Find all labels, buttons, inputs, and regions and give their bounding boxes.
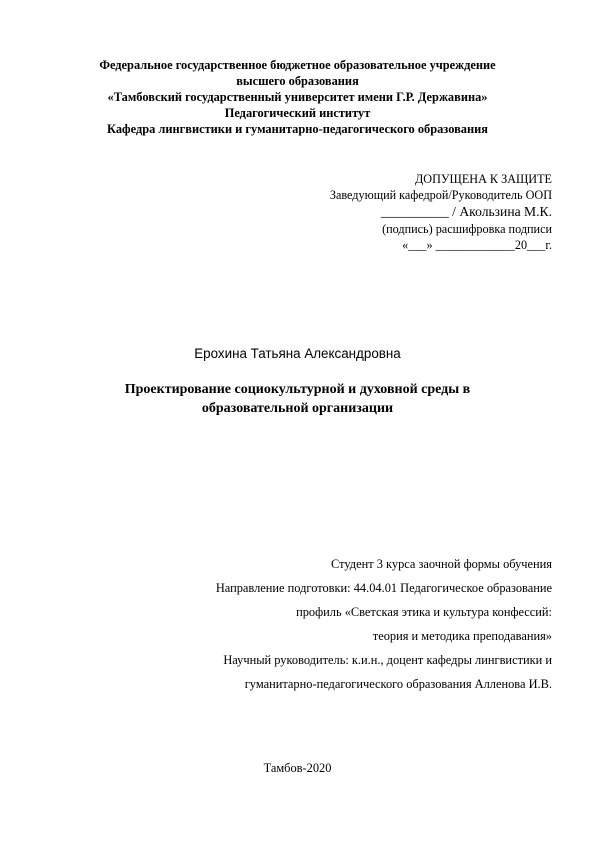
institution-type: Федеральное государственное бюджетное образовательное учреждение [99,58,496,72]
institution-level: высшего образования [236,74,359,88]
approval-position: Заведующий кафедрой/Руководитель ООП [329,188,552,202]
university-name: «Тамбовский государственный университет имени Г.Р. Державина» [107,90,488,104]
thesis-title-line-2: образовательной организации [201,401,394,416]
study-profile-line-1: профиль «Светская этика и культура конфессий: [296,605,552,619]
approval-block [330,171,552,253]
department-name: Кафедра лингвистики и гуманитарно-педагогического образования [107,122,488,136]
approval-status: ДОПУЩЕНА К ЗАЩИТЕ [414,172,552,186]
supervisor-line-1: Научный руководитель: к.и.н., доцент кафедры лингвистики и [223,653,552,667]
approval-signature-line: __________ / Акользина М.К. [380,204,552,219]
supervisor-line-2: гуманитарно-педагогического образования Алленова И.В. [244,677,552,691]
student-course: Студент 3 курса заочной формы обучения [331,557,552,571]
institute-name: Педагогический институт [224,106,371,120]
author-name: Ерохина Татьяна Александровна [194,346,401,361]
study-profile-line-2: теория и методика преподавания» [372,629,552,643]
student-details [216,556,552,700]
approval-signature-caption: (подпись) расшифровка подписи [382,222,552,236]
study-direction: Направление подготовки: 44.04.01 Педагогическое образование [215,581,552,595]
thesis-title-line-1: Проектирование социокультурной и духовной среды в [124,382,471,397]
approval-date-line: «___» _____________20___г. [402,238,552,252]
thesis-title [40,380,555,418]
city-year: Тамбов-2020 [263,761,332,775]
institution-header [40,57,555,137]
